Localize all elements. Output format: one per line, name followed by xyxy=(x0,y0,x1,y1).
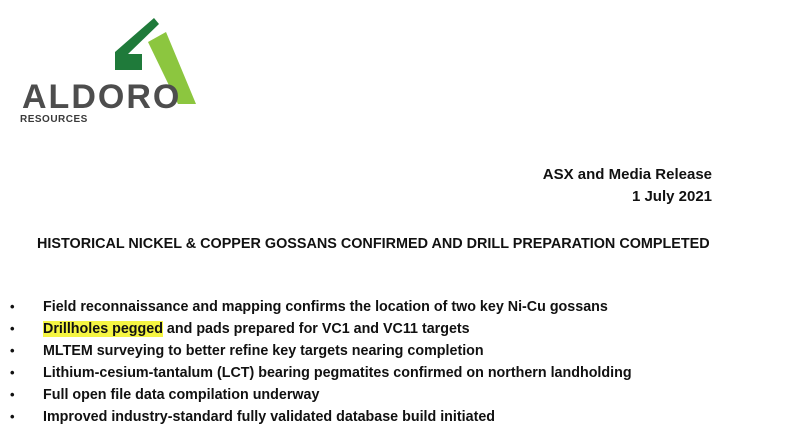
company-logo xyxy=(18,14,208,126)
release-date: 1 July 2021 xyxy=(631,188,712,205)
list-item-text: Full open file data compilation underway xyxy=(43,387,320,403)
highlights-list xyxy=(0,296,632,428)
list-item xyxy=(0,318,632,340)
document-title: HISTORICAL NICKEL & COPPER GOSSANS CONFIRMED AND DRILL PREPARATION COMPLETED xyxy=(37,236,710,252)
release-header xyxy=(543,164,712,208)
release-type: ASX and Media Release xyxy=(542,166,712,183)
logo-wordmark: ALDORO xyxy=(22,78,182,116)
logo-subtitle: RESOURCES xyxy=(20,114,88,125)
list-item xyxy=(0,296,632,318)
bullet-icon: • xyxy=(10,409,15,424)
bullet-icon: • xyxy=(10,299,15,314)
list-item xyxy=(0,362,632,384)
list-item-text: Improved industry-standard fully validated database build initiated xyxy=(43,409,496,425)
list-item-text: MLTEM surveying to better refine key targets nearing completion xyxy=(43,343,484,359)
bullet-icon: • xyxy=(10,365,15,380)
bullet-icon: • xyxy=(10,387,15,402)
highlighted-text: Drillholes pegged xyxy=(43,321,163,337)
bullet-icon: • xyxy=(10,343,15,358)
list-item xyxy=(0,340,632,362)
list-item-text: Field reconnaissance and mapping confirms the location of two key Ni-Cu gossans xyxy=(43,299,608,315)
list-item xyxy=(0,384,632,406)
list-item-text: and pads prepared for VC1 and VC11 targets xyxy=(162,321,470,337)
list-item xyxy=(0,406,632,428)
bullet-icon: • xyxy=(10,321,15,336)
list-item-text: Lithium-cesium-tantalum (LCT) bearing pegmatites confirmed on northern landholding xyxy=(43,365,632,381)
